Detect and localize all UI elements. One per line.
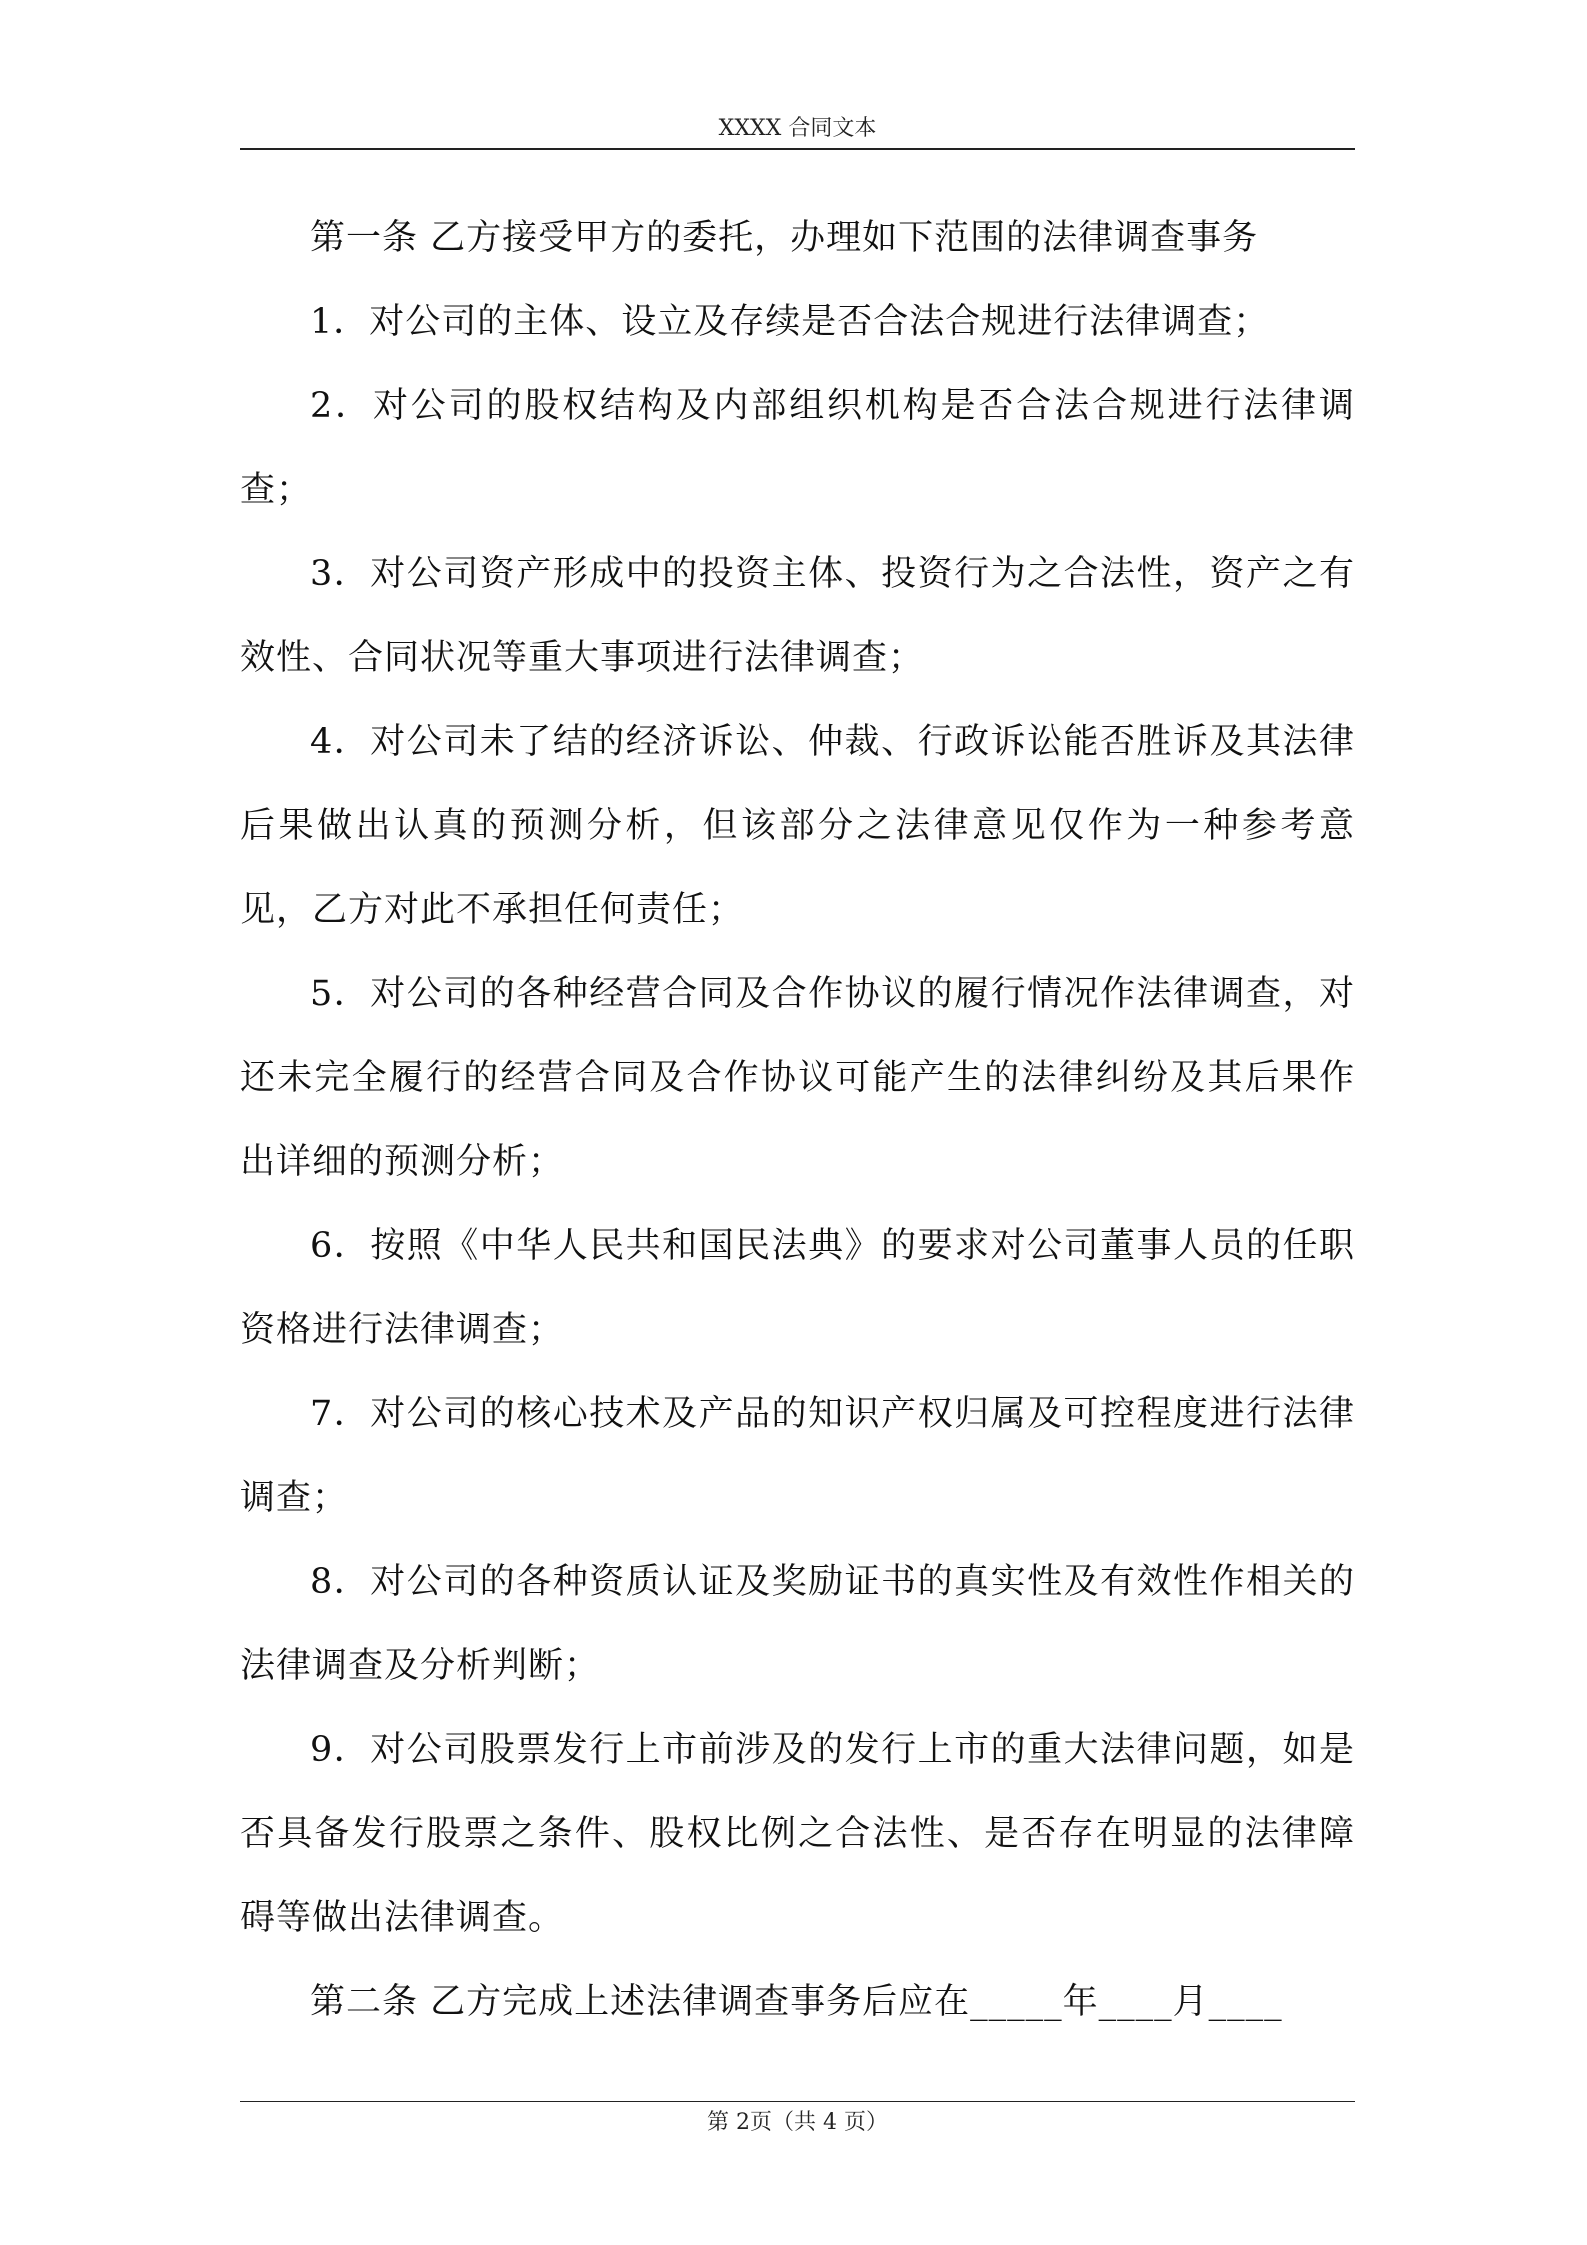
item-8: 8．对公司的各种资质认证及奖励证书的真实性及有效性作相关的法律调查及分析判断；: [240, 1562, 1355, 1686]
document-body: [240, 196, 1355, 2044]
item-1: 1．对公司的主体、设立及存续是否合法合规进行法律调查；: [310, 302, 1270, 342]
clause-2-heading: 第二条 乙方完成上述法律调查事务后应在_____年____月____: [310, 1982, 1283, 2022]
item-9: 9．对公司股票发行上市前涉及的发行上市的重大法律问题，如是否具备发行股票之条件、股权比例之合法性、是否存在明显的法律障碍等做出法律调查。: [240, 1730, 1355, 1938]
page-number: 第 2页（共 4 页）: [707, 2110, 888, 2135]
item-2: 2．对公司的股权结构及内部组织机构是否合法合规进行法律调查；: [240, 386, 1355, 510]
item-5: 5．对公司的各种经营合同及合作协议的履行情况作法律调查，对还未完全履行的经营合同及合作协议可能产生的法律纠纷及其后果作出详细的预测分析；: [240, 974, 1355, 1182]
item-4: 4．对公司未了结的经济诉讼、仲裁、行政诉讼能否胜诉及其法律后果做出认真的预测分析，但该部分之法律意见仅作为一种参考意见，乙方对此不承担任何责任；: [240, 722, 1355, 930]
page-header: XXXX 合同文本: [718, 116, 877, 141]
item-3: 3．对公司资产形成中的投资主体、投资行为之合法性，资产之有效性、合同状况等重大事项进行法律调查；: [240, 554, 1355, 678]
item-6: 6．按照《中华人民共和国民法典》的要求对公司董事人员的任职资格进行法律调查；: [240, 1226, 1355, 1350]
item-7: 7．对公司的核心技术及产品的知识产权归属及可控程度进行法律调查；: [240, 1394, 1355, 1518]
clause-1-heading: 第一条 乙方接受甲方的委托，办理如下范围的法律调查事务: [310, 218, 1259, 258]
header-divider: [240, 148, 1355, 150]
footer-divider: [240, 2101, 1355, 2102]
